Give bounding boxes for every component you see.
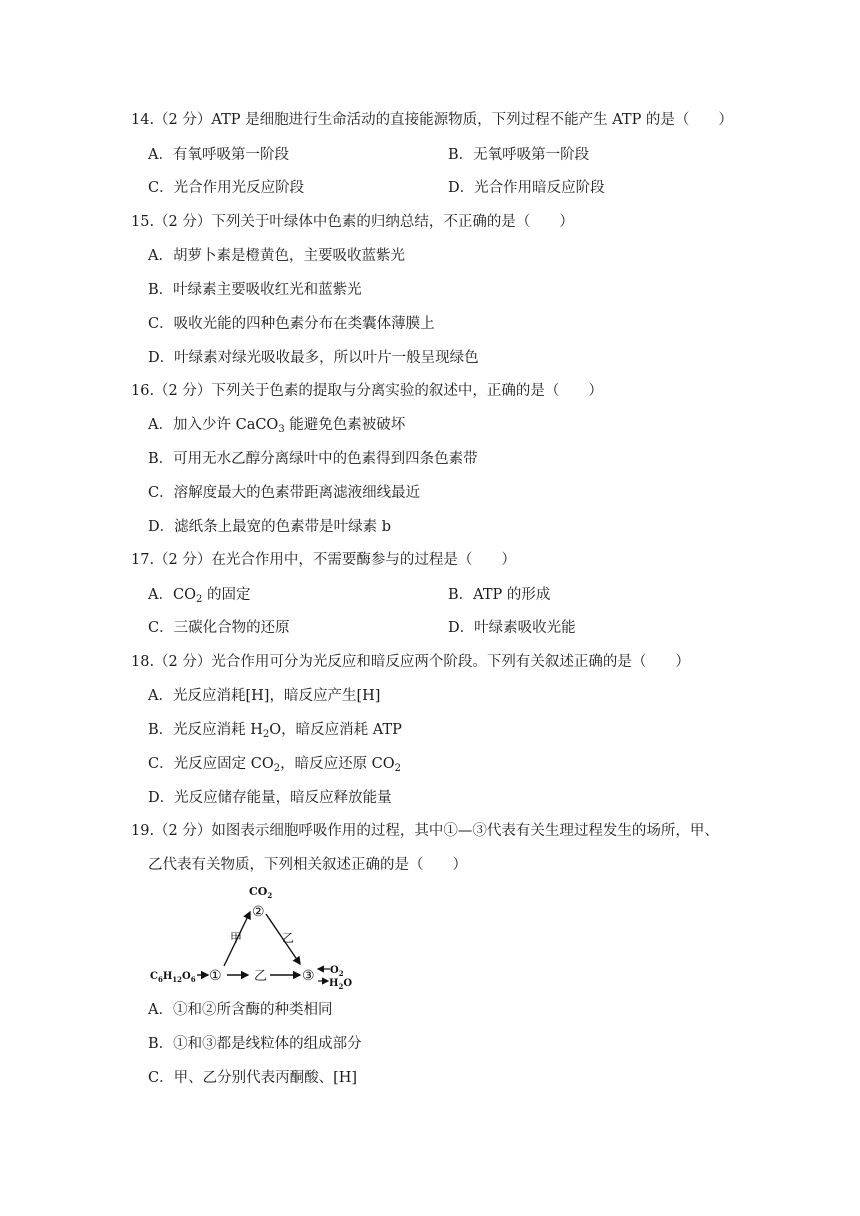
option-text: 有氧呼吸第一阶段 [172, 147, 289, 163]
option-text: 三碳化合物的还原 [173, 620, 290, 636]
option-text: 光反应储存能量，暗反应释放能量 [174, 790, 392, 806]
glucose-label: $C_6H_{12}O_6$ [150, 971, 196, 984]
option-text-post: 能避免色素被破坏 [284, 417, 406, 433]
q14-option-d[interactable] [448, 178, 605, 198]
option-letter: A． [148, 688, 173, 704]
q18-option-b[interactable] [148, 720, 402, 740]
node-1: ① [209, 968, 222, 984]
q14-option-a[interactable] [148, 145, 289, 165]
option-letter: C． [148, 180, 174, 196]
question-19-stem: 19.（2 分）如图表示细胞呼吸作用的过程，其中①—③代表有关生理过程发生的场所，甲、 [131, 823, 719, 839]
option-text-pre: 光反应固定 CO [173, 756, 274, 772]
option-letter: B． [148, 1036, 174, 1052]
option-text: 光合作用暗反应阶段 [474, 180, 605, 196]
label-jia: 甲 [230, 931, 243, 945]
q16-option-a[interactable] [148, 415, 405, 435]
option-text: 叶绿素吸收光能 [474, 620, 576, 636]
q15-option-a[interactable] [148, 246, 405, 266]
question-16-stem: 16.（2 分）下列关于色素的提取与分离实验的叙述中，正确的是（ ） [131, 383, 603, 399]
option-letter: A． [148, 248, 173, 264]
subscript: 2 [195, 594, 203, 605]
h2o-label: $H_2O$ [329, 978, 353, 991]
option-letter: C． [148, 1070, 174, 1086]
q14-option-c[interactable] [148, 178, 304, 198]
q17-option-d[interactable] [448, 618, 576, 638]
subscript: 2 [394, 763, 402, 774]
option-text: 光反应消耗[H]，暗反应产生[H] [172, 688, 381, 704]
question-14-stem: 14.（2 分）ATP 是细胞进行生命活动的直接能源物质，下列过程不能产生 ATP 的是（ ） [131, 112, 733, 128]
option-text-pre: 加入少许 CaCO [172, 417, 279, 433]
q18-option-a[interactable] [148, 686, 380, 706]
q17-option-b[interactable] [448, 585, 550, 605]
q14-option-b[interactable] [448, 145, 589, 165]
q17-option-c[interactable] [148, 618, 290, 638]
question-19-stem-line2: 乙代表有关物质，下列相关叙述正确的是（ ） [148, 857, 467, 873]
subscript: 3 [278, 424, 285, 435]
option-letter: C． [148, 620, 174, 636]
q15-option-d[interactable] [148, 348, 479, 368]
q17-option-a[interactable] [148, 585, 250, 605]
question-15-stem: 15.（2 分）下列关于叶绿体中色素的归纳总结，不正确的是（ ） [131, 214, 574, 230]
label-yi-bottom: 乙 [254, 969, 268, 984]
option-letter: B． [148, 722, 174, 738]
q18-option-c[interactable] [148, 754, 401, 774]
label-yi-left: 乙 [282, 931, 295, 945]
option-letter: B． [148, 282, 174, 298]
respiration-diagram [148, 880, 363, 992]
option-text: 无氧呼吸第一阶段 [473, 147, 590, 163]
question-18-stem: 18.（2 分）光合作用可分为光反应和暗反应两个阶段。下列有关叙述正确的是（ ） [131, 654, 690, 670]
option-letter: B． [448, 587, 474, 603]
q15-option-b[interactable] [148, 280, 362, 300]
node-3: ③ [302, 968, 315, 984]
option-text: ATP 的形成 [473, 587, 551, 603]
option-letter: C． [148, 316, 174, 332]
option-text: 溶解度最大的色素带距离滤液细线最近 [173, 485, 421, 501]
option-letter: D． [448, 620, 475, 636]
option-text: ①和③都是线粒体的组成部分 [173, 1036, 362, 1052]
option-letter: A． [148, 147, 173, 163]
option-text: 叶绿素对绿光吸收最多，所以叶片一般呈现绿色 [174, 350, 479, 366]
q16-option-d[interactable] [148, 517, 391, 537]
q16-option-b[interactable] [148, 449, 478, 469]
option-letter: B． [448, 147, 474, 163]
option-letter: D． [448, 180, 475, 196]
q19-option-b[interactable] [148, 1034, 362, 1054]
option-text: 可用无水乙醇分离绿叶中的色素得到四条色素带 [173, 451, 478, 467]
option-text: 吸收光能的四种色素分布在类囊体薄膜上 [173, 316, 435, 332]
q18-option-d[interactable] [148, 788, 392, 808]
q15-option-c[interactable] [148, 314, 435, 334]
option-text: ①和②所含酶的种类相同 [172, 1002, 333, 1018]
option-letter: A． [148, 417, 173, 433]
option-letter: D． [148, 350, 175, 366]
node-2: ② [252, 904, 265, 920]
option-text-post: O，暗反应消耗 ATP [269, 722, 402, 738]
option-letter: C． [148, 485, 174, 501]
q16-option-c[interactable] [148, 483, 420, 503]
option-letter: A． [148, 587, 173, 603]
co2-label: $CO_2$ [249, 885, 273, 900]
option-letter: D． [148, 790, 175, 806]
o2-label: $O_2$ [330, 965, 344, 978]
q19-option-a[interactable] [148, 1000, 332, 1020]
option-text-pre: 光反应消耗 H [173, 722, 263, 738]
question-17-stem: 17.（2 分）在光合作用中，不需要酶参与的过程是（ ） [131, 552, 516, 568]
option-text: 滤纸条上最宽的色素带是叶绿素 b [174, 519, 392, 535]
subscript: 2 [273, 763, 281, 774]
option-text-pre: CO [172, 587, 196, 603]
option-text: 甲、乙分别代表丙酮酸、[H] [173, 1070, 358, 1086]
option-text: 胡萝卜素是橙黄色，主要吸收蓝紫光 [172, 248, 405, 264]
option-letter: A． [148, 1002, 173, 1018]
option-letter: C． [148, 756, 174, 772]
option-text: 叶绿素主要吸收红光和蓝紫光 [173, 282, 362, 298]
option-letter: D． [148, 519, 175, 535]
option-text-post: ，暗反应还原 CO [280, 756, 395, 772]
option-text: 光合作用光反应阶段 [173, 180, 305, 196]
option-text-post: 的固定 [202, 587, 251, 603]
option-letter: B． [148, 451, 174, 467]
q19-option-c[interactable] [148, 1068, 357, 1088]
subscript: 2 [262, 729, 270, 740]
